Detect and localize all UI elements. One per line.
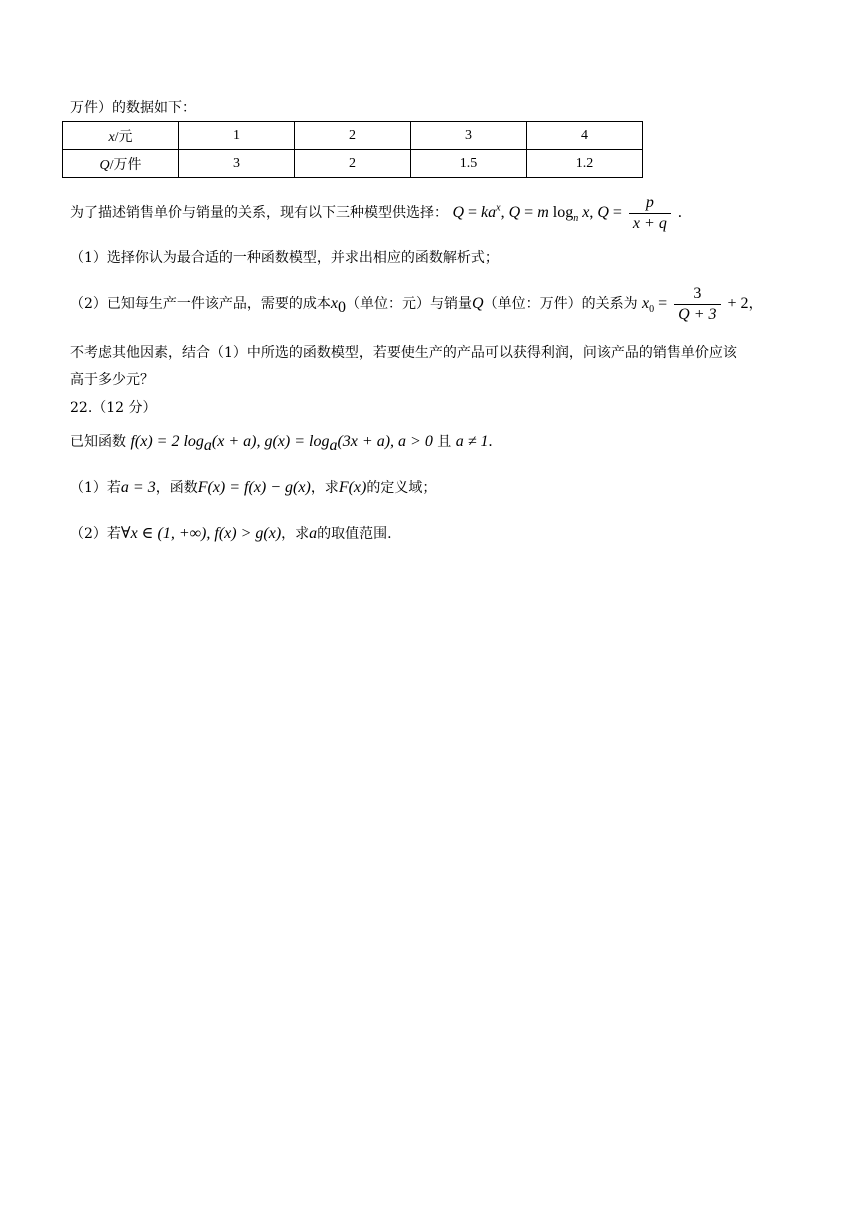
models-line: 为了描述销售单价与销量的关系，现有以下三种模型供选择： $Q = ka^x$, Q = m $\log_n x$, Q = $\frac{p}{x + q}$ .: [70, 194, 682, 232]
question-1: （1）选择你认为最合适的一种函数模型，并求出相应的函数解析式；: [70, 250, 499, 266]
question-2-continued: 不考虑其他因素，结合（1）中所选的函数模型，若要使生产的产品可以获得利润，问该产品的销售单价应该: [70, 345, 737, 361]
fraction: $\frac{p}{x + q}$: [629, 193, 671, 234]
table-cell: 4: [527, 122, 643, 150]
table-cell: 3: [179, 150, 295, 178]
problem-22-question-1: （1）若a = 3，函数F(x) = f(x) − g(x)，求F(x)的定义域；: [70, 479, 437, 496]
table-cell: 3: [411, 122, 527, 150]
table-cell: 1.5: [411, 150, 527, 178]
table-cell: 2: [295, 150, 411, 178]
data-table: [62, 121, 643, 178]
question-2-continued: 高于多少元？: [70, 372, 154, 388]
problem-22-question-2: （2）若∀x ∈ (1, +∞), f(x) > g(x)，求a的取值范围.: [70, 525, 392, 542]
row-header-x: x/元: [63, 122, 179, 150]
model-formulas: $Q = ka^x$, Q = m $\log_n x$, Q = $\frac{p}{x + q}$ .: [452, 194, 682, 232]
table-cell: 1.2: [527, 150, 643, 178]
cost-formula: $x_0$ = $\frac{3}{Q + 3}$ + 2: [642, 285, 749, 323]
table-cell: 2: [295, 122, 411, 150]
table-row: [63, 150, 643, 178]
problem-22-given: 已知函数 f(x) = 2 $\log_a(x + a)$, $g(x) = \log_a(3x + a)$, a > 0 且 a ≠ 1.: [70, 433, 493, 454]
problem-22-header: 22.（12 分）: [70, 400, 157, 416]
question-2: （2）已知每生产一件该产品，需要的成本$x_0$（单位：元）与销量Q（单位：万件）的关系为 $x_0$ = $\frac{3}{Q + 3}$ + 2，: [70, 285, 763, 323]
intro-text: 万件）的数据如下：: [70, 100, 196, 116]
row-header-q: Q/万件: [63, 150, 179, 178]
fraction: $\frac{3}{Q + 3}$: [674, 284, 720, 325]
table-row: [63, 122, 643, 150]
table-cell: 1: [179, 122, 295, 150]
